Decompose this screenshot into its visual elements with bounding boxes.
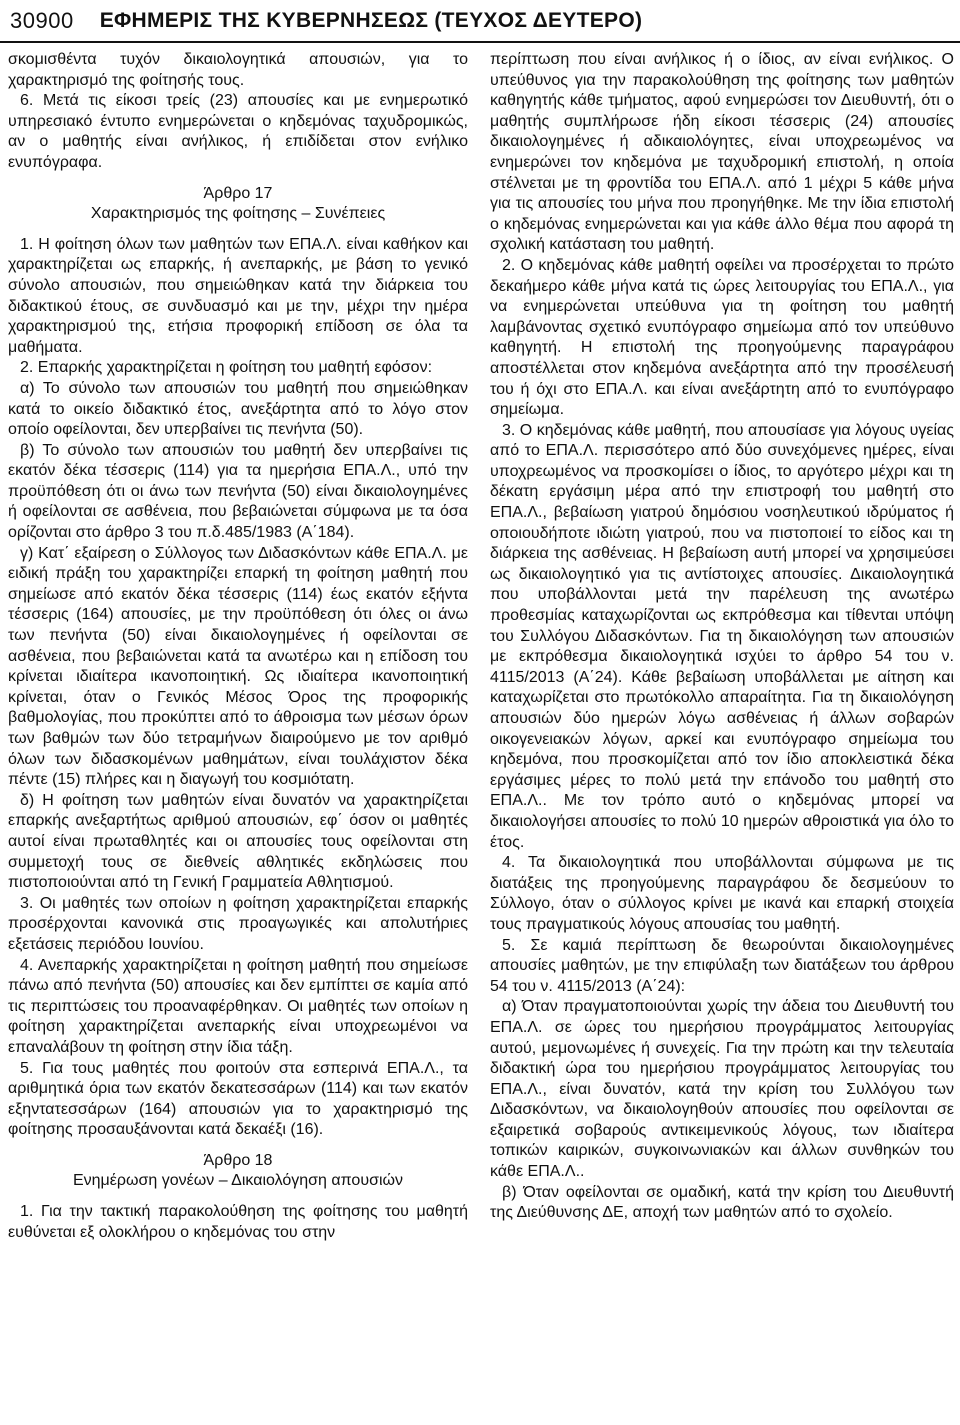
paragraph: γ) Κατ΄ εξαίρεση ο Σύλλογος των Διδασκόντων κάθε ΕΠΑ.Λ. με ειδική πράξη του χαρακτηρίζει επαρκή τη φοίτηση μαθητή που σημείωσε από εκατόν δέκα τέσσερις (114) έως εκατόν εξήντα τέσσερις (164) απουσίες, με την προϋπόθεση ότι όλες οι άνω των πενήντα (50) είναι δικαιολογημένες ή οφείλονται σε ασθένεια, που βεβαιώνεται κατά τα ανωτέρω και η επίδοση του κρίνεται ιδιαίτερα ικανοποιητική. Ως ιδιαίτερα ικανοποιητική κρίνεται, όταν ο Γενικός Μέσος Όρος της προφορικής βαθμολογίας, που προκύπτει από το άθροισμα των μέσων όρων των βαθμών των δύο τετραμήνων διαιρούμενο με τον αριθμό όλων των διδασκομένων μαθημάτων, είναι τουλάχιστον δέκα πέντε (15) πλήρες και η διαγωγή του κοσμιότατη. [8, 544, 468, 789]
article-17-title: Χαρακτηρισμός της φοίτησης – Συνέπειες [90, 205, 386, 223]
paragraph: 1. Η φοίτηση όλων των μαθητών των ΕΠΑ.Λ. είναι καθήκον και χαρακτηρίζεται ως επαρκής, ή ανεπαρκής, με βάση το γενικό σύνολο απουσιών, που σημειώθηκαν κατά την διάρκεια του διδακτικού έτους, σε συνδυασμό και με την, μέχρι την ημέρα χαρακτηρισμού της, ετήσια προφορική επίδοση σε όλα τα μαθήματα. [8, 235, 468, 356]
paragraph: σκομισθέντα τυχόν δικαιολογητικά απουσιών, για το χαρακτηρισμό της φοίτησής τους. [8, 51, 468, 89]
header-divider [0, 41, 960, 43]
paragraph: 3. Οι μαθητές των οποίων η φοίτηση χαρακτηρίζεται επαρκής προσέρχονται κανονικά στις προαγωγικές και απολυτήριες εξετάσεις περιόδου Ιουνίου. [8, 894, 468, 953]
paragraph: δ) Η φοίτηση των μαθητών είναι δυνατόν να χαρακτηρίζεται επαρκής ανεξαρτήτως αριθμού απουσιών, εφ΄ όσον οι μαθητές αυτοί είναι πρωταθλητές και οι απουσίες τους οφείλονται στη συμμετοχή τους σε διεθνείς αθλητικές εκδηλώσεις που πιστοποιούνται από τη Γενική Γραμματεία Αθλητισμού. [8, 791, 468, 892]
paragraph: β) Όταν οφείλονται σε ομαδική, κατά την κρίση του Διευθυντή της Διεύθυνσης ΔΕ, αποχή των μαθητών από το σχολείο. [490, 1183, 954, 1222]
right-column [490, 50, 954, 1224]
paragraph: 4. Τα δικαιολογητικά που υποβάλλονται σύμφωνα με τις διατάξεις της προηγούμενης παραγράφου δε δεσμεύουν το Σύλλογο, όταν ο σύλλογος κρίνει με ικανά και επαρκή στοιχεία τους πραγματικούς λόγους απουσίας του μαθητή. [490, 854, 954, 933]
paragraph: 1. Για την τακτική παρακολούθηση της φοίτησης του μαθητή ευθύνεται εξ ολοκλήρου ο κηδεμόνας του στην [8, 1203, 468, 1241]
paragraph: 4. Ανεπαρκής χαρακτηρίζεται η φοίτηση μαθητή που σημείωσε πάνω από πενήντα (50) απουσίες και δεν εμπίπτει σε καμία από τις περιπτώσεις του προαναφέρθηκαν. Οι μαθητές των οποίων η φοίτηση χαρακτηρίζεται ανεπαρκής είναι υποχρεωμένοι να επαναλάβουν τη φοίτηση στην ίδια τάξη. [8, 956, 468, 1056]
page-header [10, 4, 950, 38]
gazette-title: ΕΦΗΜΕΡΙΣ ΤΗΣ ΚΥΒΕΡΝΗΣΕΩΣ (ΤΕΥΧΟΣ ΔΕΥΤΕΡΟ) [99, 9, 643, 32]
paragraph: 2. Επαρκής χαρακτηρίζεται η φοίτηση του μαθητή εφόσον: [20, 359, 433, 377]
paragraph: περίπτωση που είναι ανήλικος ή ο ίδιος, αν είναι ενήλικος. Ο υπεύθυνος για την παρακολούθηση της φοίτησης των μαθητών καθηγητής κάθε τμήματος, αφού ενημερώσει τον Διευθυντή, ότι ο μαθητής συμπλήρωσε ήδη είκοσι τέσσερις (24) απουσίες δικαιολογημένες ή αδικαιολόγητες, είναι υποχρεωμένος να ενημερώνει τον κηδεμόνα με ταχυδρομική επιστολή, η οποία στέλνεται με τη φροντίδα του ΕΠΑ.Λ. από 1 μέχρι 5 κάθε μήνα για τις απουσίες του μήνα που προηγήθηκε. Με την ίδια επιστολή ο κηδεμόνας ενημερώνεται και για κάθε άλλο θέμα που αφορά τη σχολική κατάσταση του μαθητή. [490, 51, 954, 254]
article-17-number: Άρθρο 17 [203, 184, 273, 202]
paragraph: 5. Για τους μαθητές που φοιτούν στα εσπερινά ΕΠΑ.Λ., τα αριθμητικά όρια των εκατόν δεκατεσσάρων (114) και των εκατόν εξηντατεσσάρων (164) απουσιών για το χαρακτηρισμό της φοίτησης προσαυξάνονται κατά δεκαέξι (16). [8, 1059, 468, 1139]
paragraph: 5. Σε καμιά περίπτωση δε θεωρούνται δικαιολογημένες απουσίες μαθητών, με την επιφύλαξη των διατάξεων του άρθρου 54 του ν. 4115/2013 (Α΄24): [490, 936, 954, 995]
paragraph: β) Το σύνολο των απουσιών του μαθητή δεν υπερβαίνει τις εκατόν δέκα τέσσερις (114) για τα ημερήσια ΕΠΑ.Λ., υπό την προϋπόθεση ότι οι άνω των πενήντα (50) είναι δικαιολογημένες ή οφείλονται σε ασθένεια, που βεβαιώνεται σύμφωνα με τα όσα ορίζονται στο άρθρο 3 του π.δ.485/1983 (Α΄184). [8, 441, 468, 542]
paragraph: α) Όταν πραγματοποιούνται χωρίς την άδεια του Διευθυντή του ΕΠΑ.Λ. σε ώρες του ημερήσιου προγράμματος λειτουργίας αυτού, μεμονωμένες ή συνεχείς. Για την πρώτη και την τελευταία διδακτική ώρα του ημερήσιου προγράμματος λειτουργίας του ΕΠΑ.Λ., είναι δυνατόν, κατά την κρίση του Συλλόγου των Διδασκόντων, να δικαιολογηθούν απουσίες που οφείλονται σε εξαιρετικά σοβαρούς αντικειμενικούς λόγους, των ιδιαίτερα τοπικών καιρικών, συγκοινωνιακών και άλλων συνθηκών του κάθε ΕΠΑ.Λ.. [490, 998, 954, 1181]
paragraph: 3. Ο κηδεμόνας κάθε μαθητή, που απουσίασε για λόγους υγείας από το ΕΠΑ.Λ. περισσότερο από δύο συνεχόμενες ημέρες, είναι υποχρεωμένος να προσκομίσει ο ίδιος, το αργότερο μέχρι και τη δέκατη εργάσιμη μέρα από την επιστροφή του μαθητή στο ΕΠΑ.Λ., βεβαίωση γιατρού δημόσιου νοσηλευτικού ιδρύματος ή οποιουδήποτε ιδιώτη γιατρού, που να πιστοποιεί το είδος και τη διάρκεια της ασθένειας. Η βεβαίωση αυτή μπορεί να χρησιμεύσει ως δικαιολογητικό για τις αντίστοιχες απουσίες. Δικαιολογητικά που υποβάλλονται μετά την παρέλευση της ανωτέρω προθεσμίας καταχωρίζονται ως εκπρόθεσμα και τίθενται υπόψη του Συλλόγου Διδασκόντων. Για τη δικαιολόγηση των απουσιών με εκπρόθεσμα δικαιολογητικά ισχύει το άρθρο 54 του ν. 4115/2013 (Α΄24). Κάθε βεβαίωση υποβάλλεται με αίτηση και καταχωρίζεται στο πρωτόκολλο απαραίτητα. Για τη δικαιολόγηση απουσιών δύο ημερών λόγω ασθένειας ή άλλων σοβαρών οικογενειακών λόγων, αρκεί και ενυπόγραφο σημείωμα του κηδεμόνα, που προσκομίζεται από τον ίδιο αποκλειστικά δέκα εργάσιμες μέρες το πολύ μετά την επάνοδο του μαθητή στο ΕΠΑ.Λ.. Με τον τρόπο αυτό ο κηδεμόνας μπορεί να δικαιολογήσει απουσίες το πολύ 10 ημερών αθροιστικά για όλο το έτος. [490, 421, 954, 851]
paragraph: 6. Μετά τις είκοσι τρείς (23) απουσίες και με ενημερωτικό υπηρεσιακό έντυπο ενημερώνεται ο κηδεμόνας ταχυδρομικώς, αν ο μαθητής είναι ανήλικος, ή επιδίδεται στον ενήλικο ενυπόγραφα. [8, 92, 468, 171]
paragraph: 2. Ο κηδεμόνας κάθε μαθητή οφείλει να προσέρχεται το πρώτο δεκαήμερο κάθε μήνα κατά τις ώρες λειτουργίας του ΕΠΑ.Λ., για να ενημερώνεται υπεύθυνα για τη φοίτηση του μαθητή λαμβάνοντας σχετικό ενυπόγραφο σημείωμα από τον υπεύθυνο καθηγητή. Η επιστολή της προηγούμενης παραγράφου αποστέλλεται στον κηδεμόνα ανεξάρτητα από την προσέλευσή του ή όχι στο ΕΠΑ.Λ. και είναι ανεξάρτητη από το ενυπόγραφο σημείωμα. [490, 256, 954, 419]
left-column [8, 50, 468, 1243]
article-18-title: Ενημέρωση γονέων – Δικαιολόγηση απουσιών [72, 1172, 403, 1190]
paragraph: α) Το σύνολο των απουσιών του μαθητή που σημειώθηκαν κατά το οικείο διδακτικό έτος, ανεξάρτητα από το λόγο στον οποίο οφείλονται, δεν υπερβαίνει τις πενήντα (50). [8, 379, 468, 439]
article-18-number: Άρθρο 18 [203, 1151, 273, 1169]
page-number: 30900 [10, 8, 74, 33]
